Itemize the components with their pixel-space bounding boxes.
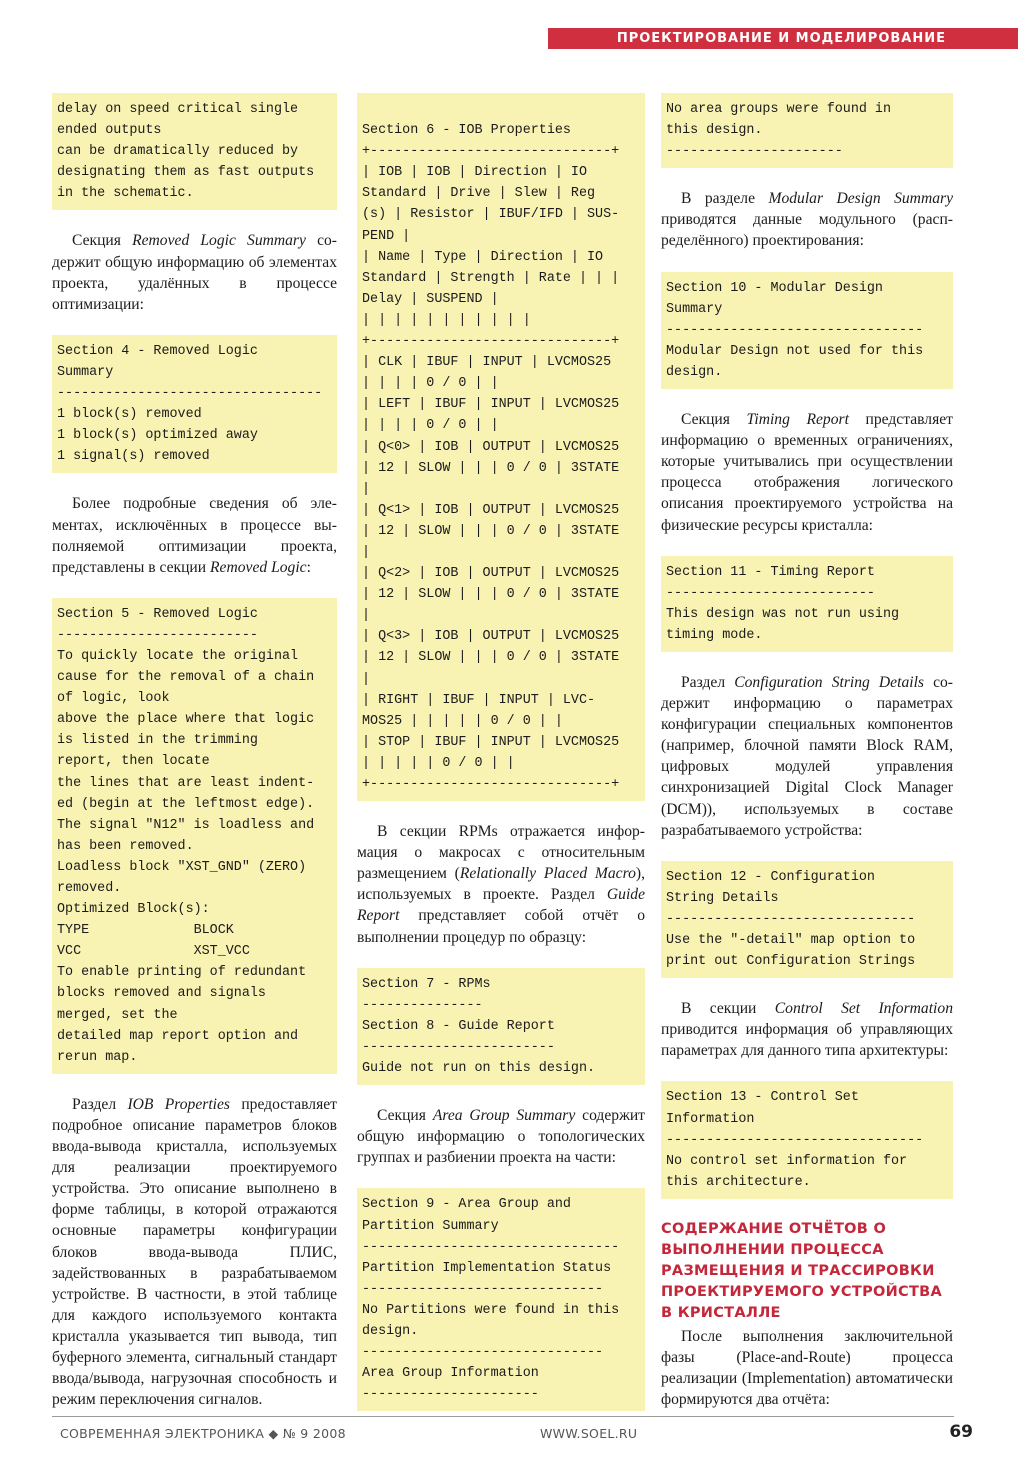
text-run: Раздел [681, 673, 735, 691]
body-paragraph [52, 1094, 337, 1410]
code-line: Partition Summary [362, 1218, 499, 1234]
code-line: Loadless block "XST_GND" (ZERO) [57, 859, 307, 875]
code-line: -------------------------------- [362, 1239, 620, 1255]
code-line: Section 5 - Removed Logic [57, 606, 258, 622]
code-line: TYPE BLOCK [57, 923, 234, 939]
code-line: ---------------------- [666, 144, 843, 160]
code-line: this architecture. [666, 1174, 811, 1190]
text-run: В разделе [681, 190, 769, 208]
code-line: Modular Design not used for this [666, 343, 924, 359]
code-line: of logic, look [57, 691, 170, 707]
text-run: представляет собой отчёт о выполнении процедур по образцу: [357, 907, 645, 946]
body-paragraph [661, 188, 953, 251]
code-line: | 12 | SLOW | | | 0 / 0 | 3STATE [362, 460, 620, 476]
code-line: blocks removed and signals [57, 986, 266, 1002]
italic-term: Modular Design Summary [768, 190, 953, 208]
code-line: | Q<2> | IOB | OUTPUT | LVCMOS25 [362, 566, 620, 582]
magazine-issue: СОВРЕМЕННАЯ ЭЛЕКТРОНИКА ◆ № 9 2008 [60, 1426, 346, 1441]
code-listing [357, 1188, 645, 1411]
code-line: Summary [57, 364, 114, 380]
code-listing [661, 861, 953, 978]
code-line: can be dramatically reduced by [57, 144, 299, 160]
code-line: | STOP | IBUF | INPUT | LVCMOS25 [362, 734, 620, 750]
italic-term: Configuration String Details [734, 673, 924, 691]
code-line: Section 11 - Timing Report [666, 564, 875, 580]
code-line: cause for the removal of a chain [57, 670, 315, 686]
body-paragraph [357, 821, 645, 948]
code-listing [661, 272, 953, 389]
code-line: | 12 | SLOW | | | 0 / 0 | 3STATE [362, 523, 620, 539]
code-line: Information [666, 1111, 755, 1127]
code-line: | Q<1> | IOB | OUTPUT | LVCMOS25 [362, 502, 620, 518]
code-line: the lines that are least indent- [57, 775, 315, 791]
italic-term: Area Group Summary [432, 1107, 576, 1125]
code-line: -------------------------------- [666, 1132, 924, 1148]
code-line: Partition Implementation Status [362, 1260, 612, 1276]
code-line: | Q<0> | IOB | OUTPUT | LVCMOS25 [362, 439, 620, 455]
body-paragraph [661, 998, 953, 1061]
code-line: Section 13 - Control Set [666, 1090, 859, 1106]
code-line: ed (begin at the leftmost edge). [57, 796, 315, 812]
text-run: Секция [681, 411, 747, 429]
code-line: --------------- [362, 997, 483, 1013]
footer-rule [52, 1416, 954, 1417]
code-line: ------------------------- [57, 627, 258, 643]
website-link[interactable]: WWW.SOEL.RU [540, 1426, 638, 1441]
page-header [0, 0, 1018, 50]
text-run: представляет информацию о временных ограничениях, которые учитывались при осуществлении процесса отображения логического описания проектируемого устройства на физические ресурсы кристалла: [661, 411, 953, 534]
code-listing [52, 598, 337, 1074]
page-number: 69 [949, 1422, 973, 1442]
code-line: designating them as fast outputs [57, 165, 315, 181]
code-listing [661, 93, 953, 168]
code-line: ---------------------- [362, 1387, 539, 1403]
code-line: | Q<3> | IOB | OUTPUT | LVCMOS25 [362, 629, 620, 645]
code-line: | | | | | 0 / 0 | | [362, 755, 515, 771]
code-line: To quickly locate the original [57, 648, 299, 664]
code-line: | RIGHT | IBUF | INPUT | LVC- [362, 692, 596, 708]
code-line: Standard | Strength | Rate | | | [362, 270, 620, 286]
page-footer [0, 1416, 1018, 1456]
code-line: | [362, 671, 371, 687]
code-line: Section 7 - RPMs [362, 976, 491, 992]
text-run: Секция [377, 1107, 433, 1125]
section-title: ПРОЕКТИРОВАНИЕ И МОДЕЛИРОВАНИЕ [616, 31, 946, 46]
code-line: Optimized Block(s): [57, 902, 210, 918]
code-line: MOS25 | | | | | 0 / 0 | | [362, 713, 563, 729]
italic-term: Control Set Information [774, 1000, 953, 1018]
code-line: Delay | SUSPEND | [362, 291, 499, 307]
code-line: | Name | Type | Direction | IO [362, 249, 604, 265]
code-line: +------------------------------+ [362, 144, 620, 160]
code-line: No Partitions were found in this [362, 1302, 620, 1318]
text-run: После выполнения заключительной фазы (Place-and-Route) процесса реализации (Implementation) автоматически формируются два отчёта: [661, 1327, 953, 1409]
italic-term: IOB Properties [127, 1095, 230, 1113]
body-paragraph [52, 493, 337, 577]
code-line: ------------------------------ [362, 1281, 604, 1297]
text-run: содержит общую информацию об элементах проекта, удалённых в процессе оптимизации: [52, 232, 337, 313]
body-paragraph [357, 1105, 645, 1168]
code-line: | CLK | IBUF | INPUT | LVCMOS25 [362, 355, 612, 371]
code-line: String Details [666, 890, 779, 906]
text-run: содержит общую информацию о топологических группах и разбиении проекта на части: [357, 1107, 645, 1167]
code-line: Standard | Drive | Slew | Reg [362, 186, 596, 202]
text-run: : [306, 558, 311, 576]
code-line: Area Group Information [362, 1366, 539, 1382]
code-line: above the place where that logic [57, 712, 315, 728]
code-listing [52, 335, 337, 474]
code-line: delay on speed critical single [57, 102, 299, 117]
code-line: --------------------------------- [57, 386, 323, 402]
code-line: design. [666, 364, 723, 380]
code-line: merged, set the [57, 1007, 178, 1023]
text-run: содержит информацию о параметрах конфигурации специальных компонентов (например, блочной памяти Block RAM, цифровых модулей управления синхронизацией Digital Clock Manager (DCM)), используемых в составе разрабатываемого устройства: [661, 673, 953, 839]
code-line: | | | | 0 / 0 | | [362, 376, 499, 392]
text-run: В секции [681, 1000, 775, 1018]
code-listing [357, 93, 645, 801]
code-listing [357, 968, 645, 1085]
code-line: detailed map report option and [57, 1028, 299, 1044]
code-line: print out Configuration Strings [666, 954, 916, 970]
text-run: Секция [72, 232, 133, 250]
code-line: No area groups were found in [666, 102, 891, 117]
code-line: No control set information for [666, 1153, 908, 1169]
code-line: rerun map. [57, 1049, 138, 1065]
code-line: | [362, 608, 371, 624]
code-line: Section 9 - Area Group and [362, 1197, 571, 1213]
text-run: В секции RPMs отражается информация о макросах с относительным размещением ( [357, 823, 645, 883]
code-line: this design. [666, 123, 763, 139]
code-line: Use the "-detail" map option to [666, 933, 916, 948]
code-line: This design was not run using [666, 606, 900, 622]
code-line: 1 block(s) removed [57, 407, 202, 423]
italic-term: Timing Report [746, 411, 849, 429]
italic-term: Removed Logic [210, 558, 307, 576]
code-line: 1 block(s) optimized away [57, 428, 258, 444]
code-line: +------------------------------+ [362, 777, 620, 792]
text-run: приводится информация об управляющих параметрах для данного типа архитектуры: [661, 1021, 953, 1060]
code-line: VCC XST_VCC [57, 944, 250, 960]
code-line: Guide not run on this design. [362, 1061, 596, 1077]
text-run: ), используемых в проекте. Раздел [357, 865, 645, 904]
code-line: removed. [57, 881, 122, 896]
code-line: is listed in the trimming [57, 733, 258, 749]
code-line: -------------------------------- [666, 322, 924, 338]
body-paragraph [661, 409, 953, 536]
column-3 [661, 93, 953, 1430]
code-line: ------------------------ [362, 1039, 555, 1055]
code-line: Section 12 - Configuration [666, 869, 875, 885]
code-line: | | | | | | | | | | | [362, 312, 531, 328]
text-run: предоставляет подробное описание параметров блоков ввода-вывода кристалла, используемых для реализации проектируемого устройства. Это описание выполнено в форме таблицы, в которой отражаются основные параметры конфигурации блоков ввода-вывода ПЛИС, задействованных в разрабатываемом устройстве. В частности, в этой таблице для каждого используемого контакта кристалла указывается тип вывода, тип буферного элемента, сигнальный стандарт ввода/вывода, нагрузочная способность и режим переключения сигналов. [52, 1095, 337, 1409]
code-line: ended outputs [57, 123, 162, 139]
code-line: | IOB | IOB | Direction | IO [362, 165, 587, 181]
code-line: Summary [666, 301, 723, 317]
code-line: has been removed. [57, 838, 194, 854]
code-line: timing mode. [666, 627, 763, 643]
code-line: design. [362, 1323, 419, 1339]
code-line: | LEFT | IBUF | INPUT | LVCMOS25 [362, 397, 620, 413]
code-line: Section 6 - IOB Properties [362, 123, 571, 139]
code-line: Section 8 - Guide Report [362, 1018, 555, 1034]
column-2 [357, 93, 645, 1431]
column-1 [52, 93, 337, 1430]
code-line: To enable printing of redundant [57, 965, 307, 981]
code-line: -------------------------- [666, 585, 875, 601]
italic-term: Guide Report [357, 886, 645, 925]
text-run: Более подробные сведения об элементах, исключённых в процессе выполняемой оптимизации проекта, представлены в секции [52, 495, 337, 576]
code-line: PEND | [362, 228, 411, 244]
code-listing [52, 93, 337, 210]
body-paragraph [661, 1326, 953, 1410]
code-line: (s) | Resistor | IBUF/IFD | SUS- [362, 207, 620, 223]
code-line: Section 10 - Modular Design [666, 280, 883, 296]
code-line: 1 signal(s) removed [57, 449, 210, 465]
code-line: | [362, 544, 371, 560]
section-heading: СОДЕРЖАНИЕ ОТЧЁТОВ О ВЫПОЛНЕНИИ ПРОЦЕССА РАЗМЕЩЕНИЯ И ТРАССИРОВКИ ПРОЕКТИРУЕМОГО УСТРОЙСТВА В КРИСТАЛЛЕ [661, 1220, 943, 1321]
code-listing [661, 1081, 953, 1198]
code-line: | | | | 0 / 0 | | [362, 418, 499, 434]
code-line: in the schematic. [57, 186, 194, 202]
code-line: report, then locate [57, 754, 210, 770]
code-line: | 12 | SLOW | | | 0 / 0 | 3STATE [362, 587, 620, 603]
code-line: | 12 | SLOW | | | 0 / 0 | 3STATE [362, 650, 620, 666]
italic-term: Relationally Placed Macro [459, 865, 636, 883]
code-line: ------------------------------ [362, 1345, 604, 1361]
code-line: +------------------------------+ [362, 334, 620, 350]
text-run: приводятся данные модульного (распределённого) проектирования: [661, 211, 953, 250]
code-line: Section 4 - Removed Logic [57, 343, 258, 359]
code-line: ------------------------------- [666, 911, 916, 927]
code-line: | [362, 481, 371, 497]
body-paragraph [52, 230, 337, 314]
italic-term: Removed Logic Summary [132, 232, 306, 250]
body-paragraph [661, 672, 953, 841]
code-line [362, 99, 640, 120]
code-line: The signal "N12" is loadless and [57, 817, 315, 833]
code-listing [661, 556, 953, 652]
text-run: Раздел [72, 1095, 128, 1113]
